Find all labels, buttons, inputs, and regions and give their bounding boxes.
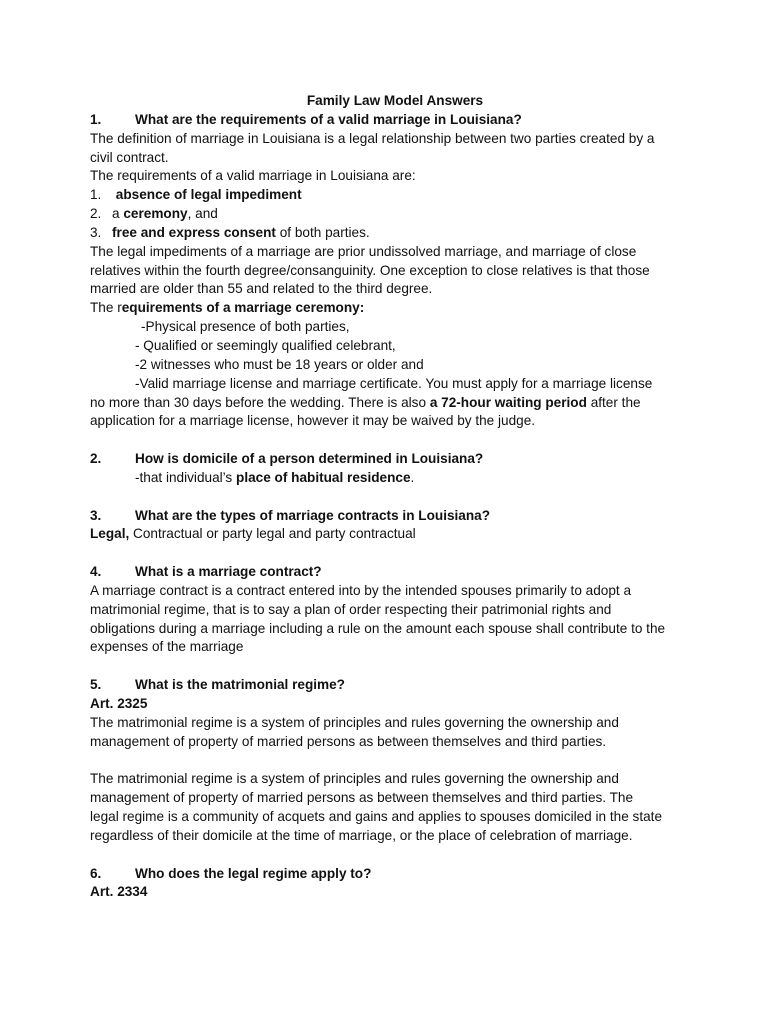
answer-text: Contractual or party legal and party contractual xyxy=(129,526,416,542)
paragraph-line: relatives within the fourth degree/consanguinity. One exception to close relatives is that those xyxy=(90,262,650,278)
ceremony-heading xyxy=(90,299,690,318)
article-reference: Art. 2334 xyxy=(90,884,148,900)
question-number: 2. xyxy=(90,451,102,467)
paragraph-line: The matrimonial regime is a system of principles and rules governing the ownership and xyxy=(90,714,619,730)
blank-line xyxy=(90,846,690,865)
list-text-bold: ceremony xyxy=(123,206,188,222)
paragraph-line: The definition of marriage in Louisiana is a legal relationship between two parties created by a xyxy=(90,130,655,146)
blank-line xyxy=(90,752,690,771)
heading-text-bold: equirements of a marriage ceremony: xyxy=(121,300,365,316)
answer-line xyxy=(90,525,690,544)
paragraph-line: The matrimonial regime is a system of principles and rules governing the ownership and xyxy=(90,771,619,787)
question-text: Who does the legal regime apply to? xyxy=(135,865,372,881)
list-text: a xyxy=(112,206,124,222)
ceremony-item: -2 witnesses who must be 18 years or older and xyxy=(135,356,424,372)
paragraph-line: civil contract. xyxy=(90,149,169,165)
question-number: 5. xyxy=(90,677,102,693)
paragraph-line: married are older than 55 and related to the third degree. xyxy=(90,281,433,297)
paragraph-line: legal regime is a community of acquets and gains and applies to spouses domiciled in the state xyxy=(90,809,663,825)
answer-text: -that individual’s xyxy=(135,469,237,485)
blank-line xyxy=(90,431,690,450)
paragraph-line: application for a marriage license, however it may be waived by the judge. xyxy=(90,413,536,429)
document-title: Family Law Model Answers xyxy=(306,93,484,108)
blank-line xyxy=(90,544,690,563)
list-number: 2. xyxy=(90,206,102,222)
question-text: How is domicile of a person determined in Louisiana? xyxy=(135,451,484,467)
blank-line xyxy=(90,488,690,507)
question-4 xyxy=(90,563,690,582)
question-number: 6. xyxy=(90,865,102,881)
list-text-bold: absence of legal impediment xyxy=(115,187,302,203)
blank-line xyxy=(90,657,690,676)
question-text: What are the types of marriage contracts in Louisiana? xyxy=(135,507,491,523)
answer-text-bold: place of habitual residence xyxy=(236,469,411,485)
document-page xyxy=(90,92,690,902)
list-text-bold: free and express consent xyxy=(112,224,276,240)
list-number: 3. xyxy=(90,224,102,240)
answer-line xyxy=(90,469,690,488)
paragraph-line: matrimonial regime, that is to say a plan of order respecting their patrimonial rights and xyxy=(90,601,612,617)
list-text: , and xyxy=(187,206,218,222)
question-number: 4. xyxy=(90,564,102,580)
paragraph-line: management of property of married persons as between themselves and third parties. xyxy=(90,733,607,749)
paragraph-line xyxy=(90,394,690,413)
question-3 xyxy=(90,507,690,526)
list-item xyxy=(90,224,690,243)
paragraph-line: management of property of married persons as between themselves and third parties. The xyxy=(90,790,634,806)
paragraph-line: obligations during a marriage including a rule on the amount each spouse shall contribute to the xyxy=(90,620,666,636)
ceremony-item: -Valid marriage license and marriage certificate. You must apply for a marriage license xyxy=(135,375,653,391)
paragraph-line: expenses of the marriage xyxy=(90,639,244,655)
list-number: 1. xyxy=(90,187,102,203)
line-text: no more than 30 days before the wedding. There is also xyxy=(90,394,430,410)
heading-text: The r xyxy=(90,300,122,316)
article-reference: Art. 2325 xyxy=(90,696,148,711)
answer-text: . xyxy=(410,469,415,485)
paragraph-line: A marriage contract is a contract entered into by the intended spouses primarily to adopt a xyxy=(90,582,632,598)
paragraph-line: The legal impediments of a marriage are prior undissolved marriage, and marriage of close xyxy=(90,243,637,259)
line-text-bold: a 72-hour waiting period xyxy=(429,394,587,410)
question-6 xyxy=(90,865,690,884)
list-item xyxy=(90,205,690,224)
question-text: What is the matrimonial regime? xyxy=(135,677,345,693)
paragraph-line: The requirements of a valid marriage in Louisiana are: xyxy=(90,168,416,184)
question-5 xyxy=(90,676,690,695)
question-number: 3. xyxy=(90,507,102,523)
question-2 xyxy=(90,450,690,469)
ceremony-item: - Qualified or seemingly qualified celebrant, xyxy=(135,337,396,353)
paragraph-line: regardless of their domicile at the time of marriage, or the place of celebration of marriage. xyxy=(90,827,633,843)
answer-text-bold: Legal, xyxy=(90,526,130,542)
question-text: What is a marriage contract? xyxy=(135,564,322,580)
line-text: after the xyxy=(586,394,641,410)
question-text: What are the requirements of a valid marriage in Louisiana? xyxy=(135,111,522,127)
question-number: 1. xyxy=(90,111,102,127)
ceremony-item: -Physical presence of both parties, xyxy=(141,319,350,335)
list-item xyxy=(90,186,690,205)
question-1 xyxy=(90,111,690,130)
list-text: of both parties. xyxy=(275,224,370,240)
